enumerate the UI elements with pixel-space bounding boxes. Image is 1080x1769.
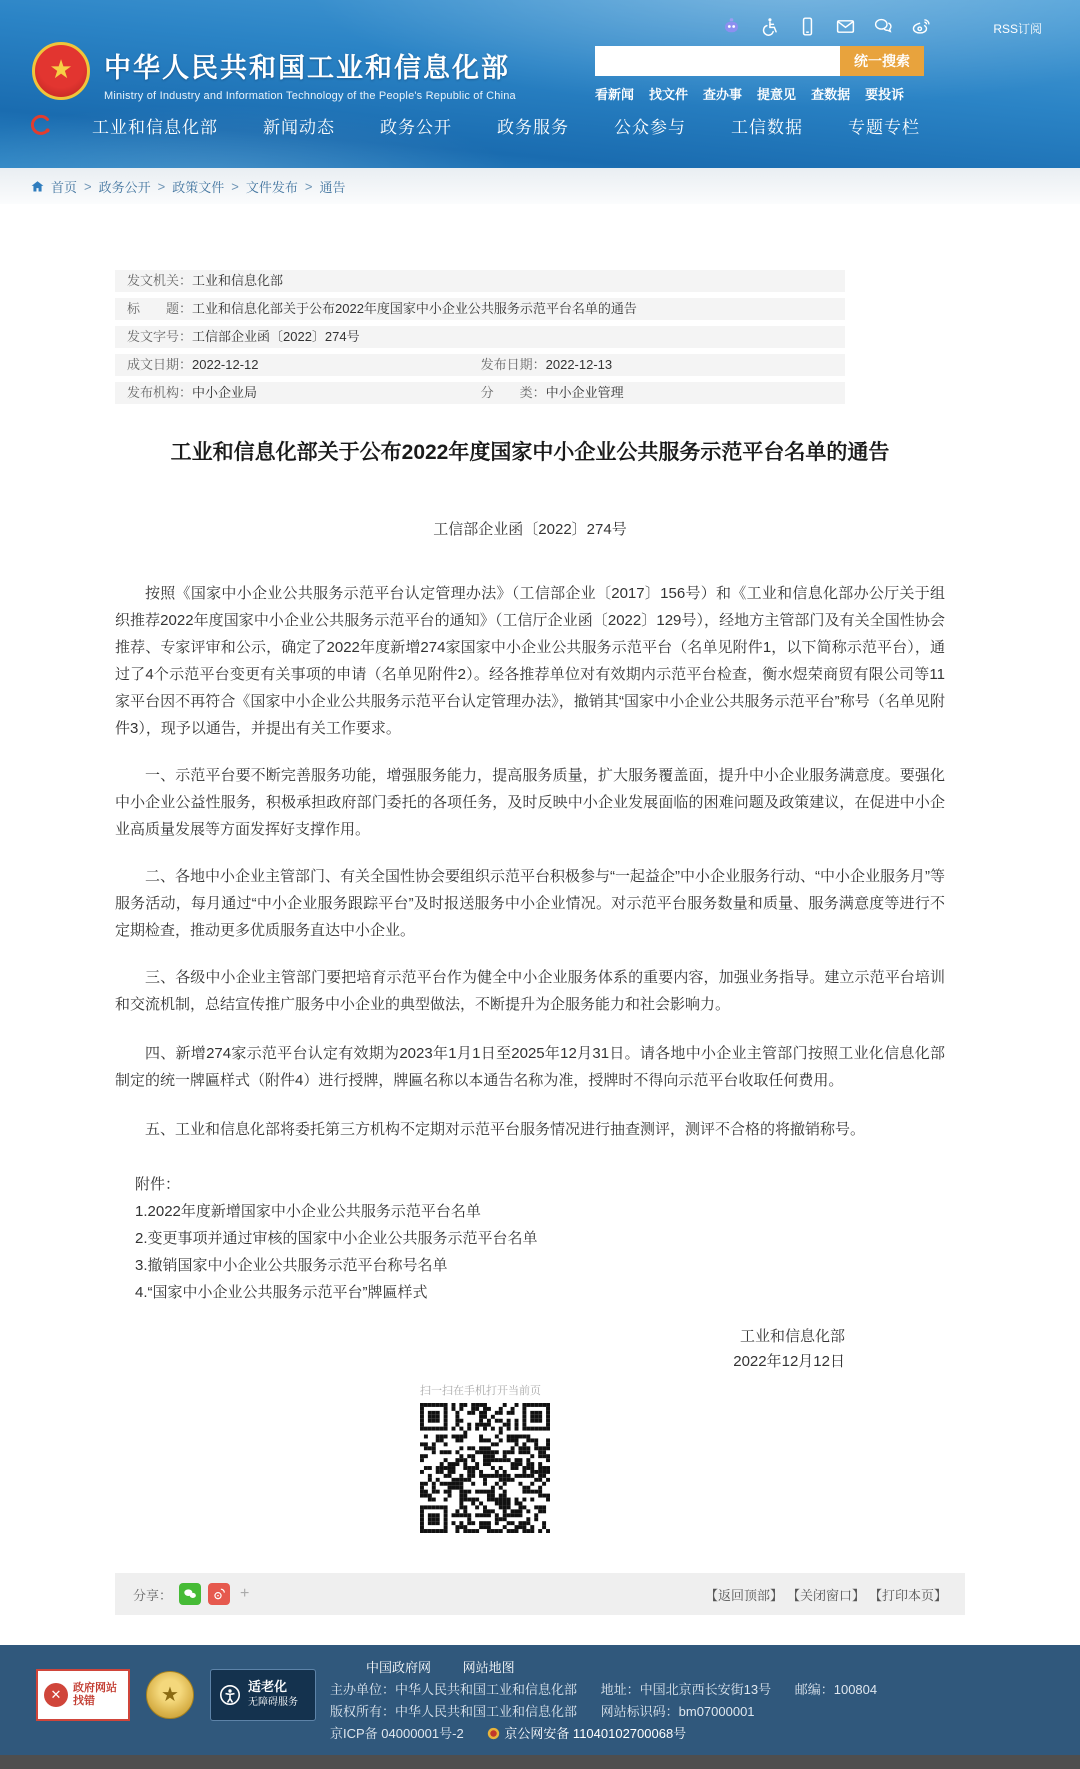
quick-link-files[interactable]: 找文件 (649, 87, 689, 102)
police-record-link[interactable]: 京公网安备 11040102700068号 (504, 1726, 687, 1741)
qr-caption: 扫一扫在手机打开当前页 (420, 1385, 541, 1397)
share-actions (705, 1585, 947, 1604)
nav-item-topics[interactable]: 专题专栏 (848, 118, 920, 137)
doc-meta-table (115, 270, 845, 404)
share-bar (115, 1573, 965, 1615)
site-error-report-badge[interactable] (36, 1669, 130, 1721)
breadcrumb-item-publish[interactable]: 文件发布 (245, 179, 298, 195)
wechat-icon[interactable] (873, 16, 894, 37)
gov-emblem-badge (146, 1671, 194, 1719)
paragraph: 一、示范平台要不断完善服务功能，增强服务能力，提高服务质量，扩大服务覆盖面，提升中小企业服务满意度。要强化中小企业公益性服务，积极承担政府部门委托的各项任务，及时反映中小企业发展面临的困难问题及政策建议，在促进中小企业高质量发展等方面发挥好支撑作用。 (115, 767, 945, 838)
gold-star-icon: ★ (161, 1684, 179, 1706)
nav-logo-icon (28, 113, 52, 137)
search-button[interactable]: 统一搜索 (840, 46, 924, 76)
document-number: 工信部企业函〔2022〕274号 (433, 521, 627, 538)
police-badge-icon (487, 1725, 500, 1738)
breadcrumb-home[interactable]: 首页 (51, 179, 78, 195)
quick-link-complain[interactable]: 要投诉 (865, 87, 905, 102)
site-header (0, 0, 1080, 168)
meta-value: 2022-12-12 (192, 357, 259, 372)
attachment-item[interactable]: 4.“国家中小企业公共服务示范平台”牌匾样式 (135, 1284, 428, 1301)
meta-value: 工业和信息化部关于公布2022年度国家中小企业公共服务示范平台名单的通告 (192, 301, 637, 316)
meta-value: 中小企业管理 (545, 385, 624, 400)
nav-item-miit[interactable]: 工业和信息化部 (92, 118, 218, 137)
meta-value: 中小企业局 (192, 385, 258, 400)
meta-label: 发布机构： (127, 385, 193, 400)
meta-label: 成文日期： (127, 357, 193, 372)
footer-icp: 京ICP备 04000001号-2 (330, 1726, 464, 1741)
meta-value: 工信部企业函〔2022〕274号 (192, 329, 360, 344)
quick-links (595, 84, 904, 103)
nav-item-data[interactable]: 工信数据 (731, 118, 803, 137)
emblem-star-icon: ★ (49, 54, 73, 84)
attachment-item[interactable]: 3.撤销国家中小企业公共服务示范平台称号名单 (135, 1257, 448, 1274)
attachment-item[interactable]: 2.变更事项并通过审核的国家中小企业公共服务示范平台名单 (135, 1230, 538, 1247)
site-title-block (104, 46, 516, 102)
meta-label: 发文字号： (127, 329, 193, 344)
badge-find-error-line2: 找错 (73, 1695, 95, 1707)
quick-link-news[interactable]: 看新闻 (595, 87, 635, 102)
meta-value: 2022-12-13 (545, 357, 613, 372)
meta-label: 发文机关： (127, 273, 193, 288)
badge-find-error-line1: 政府网站 (73, 1682, 117, 1694)
meta-row-title (115, 298, 845, 320)
error-report-icon: ✕ (44, 1683, 68, 1707)
meta-label: 标 题： (127, 301, 193, 316)
quick-link-affairs[interactable]: 查办事 (703, 87, 743, 102)
paragraph: 三、各级中小企业主管部门要把培育示范平台作为健全中小企业服务体系的重要内容，加强业务指导。建立示范平台培训和交流机制，总结宣传推广服务中小企业的典型做法，不断提升为企服务能力和社会影响力。 (115, 969, 945, 1013)
paragraph: 四、新增274家示范平台认定有效期为2023年1月1日至2025年12月31日。请各地中小企业主管部门按照工业化信息化部制定的统一牌匾样式（附件4）进行授牌，牌匾名称以本通告名称为准，授牌时不得向示范平台收取任何费用。 (115, 1045, 945, 1089)
nav-item-disclosure[interactable]: 政务公开 (380, 118, 452, 137)
bottom-bar (0, 1755, 1080, 1769)
meta-value: 工业和信息化部 (192, 273, 284, 288)
qr-block (420, 1382, 570, 1533)
footer (0, 1645, 1080, 1755)
breadcrumb-separator: > (231, 178, 239, 194)
national-emblem (32, 42, 90, 100)
mascot-icon[interactable] (721, 16, 742, 37)
footer-copyright: 版权所有：中华人民共和国工业和信息化部 (330, 1704, 578, 1719)
document-area (115, 270, 945, 1615)
document-title: 工业和信息化部关于公布2022年度国家中小企业公共服务示范平台名单的通告 (170, 441, 890, 464)
breadcrumb-separator: > (84, 178, 92, 194)
breadcrumb-item-notice: 通告 (319, 179, 346, 195)
sitemap-link[interactable]: 网站地图 (462, 1660, 515, 1675)
breadcrumb-item-policy[interactable]: 政策文件 (172, 179, 225, 195)
footer-host: 主办单位：中华人民共和国工业和信息化部 (330, 1682, 578, 1697)
back-to-top-button[interactable]: 【返回顶部】 (704, 1587, 783, 1603)
share-more-button[interactable]: + (240, 1585, 250, 1602)
meta-row-number (115, 326, 845, 348)
meta-row-dates (115, 354, 845, 376)
search-input[interactable] (595, 46, 840, 76)
nav-item-participation[interactable]: 公众参与 (614, 118, 686, 137)
footer-site-code: 网站标识码：bm07000001 (600, 1704, 755, 1719)
paragraph: 二、各地中小企业主管部门、有关全国性协会要组织示范平台积极参与“一起益企”中小企业服务行动、“中小企业服务月”等服务活动，每月通过“中小企业服务跟踪平台”及时报送服务中小企业情况。对示范平台服务数量和质量、服务满意度等进行不定期检查，推动更多优质服务直达中小企业。 (115, 868, 945, 939)
close-window-button[interactable]: 【关闭窗口】 (786, 1587, 865, 1603)
paragraph: 五、工业和信息化部将委托第三方机构不定期对示范平台服务情况进行抽查测评，测评不合格的将撤销称号。 (145, 1121, 866, 1138)
breadcrumb-item-disclosure[interactable]: 政务公开 (98, 179, 151, 195)
search-area (595, 46, 924, 76)
attachments-label: 附件： (135, 1176, 181, 1193)
share-wechat-icon[interactable] (179, 1583, 201, 1605)
mobile-icon[interactable] (797, 16, 818, 37)
rss-link[interactable]: RSS订阅 (993, 22, 1042, 36)
qr-code (420, 1403, 550, 1533)
share-weibo-icon[interactable] (208, 1583, 230, 1605)
nav-item-services[interactable]: 政务服务 (497, 118, 569, 137)
paragraph: 按照《国家中小企业公共服务示范平台认定管理办法》（工信部企业〔2017〕156号）和《工业和信息化部办公厅关于组织推荐2022年度国家中小企业公共服务示范平台的通知》（工信厅企业函〔2022〕129号），经地方主管部门及有关全国性协会推荐、专家评审和公示，确定了2022年度新增274家国家中小企业公共服务示范平台（名单见附件1，以下简称示范平台），通过了4个示范平台变更有关事项的申请（名单见附件2）。经各推荐单位对有效期内示范平台检查，衡水煜荣商贸有限公司等11家平台因不再符合《国家中小企业公共服务示范平台认定管理办法》，撤销其“国家中小企业公共服务示范平台”称号（名单见附件3），现予以通告，并提出有关工作要求。 (115, 585, 945, 737)
meta-label: 发布日期： (480, 357, 546, 372)
accessibility-badge-icon (218, 1683, 242, 1707)
accessibility-icon[interactable] (759, 16, 780, 37)
site-subtitle: Ministry of Industry and Information Technology of the People's Republic of China (104, 90, 516, 102)
topbar-icons (721, 16, 932, 37)
breadcrumb (0, 168, 1080, 204)
meta-row-issuer (115, 270, 845, 292)
share-label: 分享： (133, 1587, 173, 1603)
badge-access-line1: 适老化 (248, 1679, 288, 1694)
meta-row-org-category (115, 382, 845, 404)
weibo-icon[interactable] (911, 16, 932, 37)
nav-item-news[interactable]: 新闻动态 (263, 118, 335, 137)
home-icon[interactable] (30, 179, 45, 194)
gov-website-link[interactable]: 中国政府网 (366, 1660, 432, 1675)
signature-date: 2022年12月12日 (733, 1353, 845, 1370)
badge-access-line2: 无障碍服务 (248, 1697, 298, 1708)
mail-icon[interactable] (835, 16, 856, 37)
breadcrumb-separator: > (304, 178, 313, 194)
footer-text (330, 1657, 877, 1745)
main-nav (92, 113, 920, 138)
footer-badges (36, 1669, 316, 1721)
footer-postcode: 邮编：100804 (794, 1682, 878, 1697)
attachment-item[interactable]: 1.2022年度新增国家中小企业公共服务示范平台名单 (135, 1203, 481, 1220)
meta-label: 分 类： (480, 385, 546, 400)
footer-address: 地址：中国北京西长安街13号 (600, 1682, 772, 1697)
quick-link-data[interactable]: 查数据 (811, 87, 851, 102)
accessibility-service-badge[interactable] (210, 1669, 316, 1721)
signature-block (115, 1324, 945, 1374)
print-page-button[interactable]: 【打印本页】 (868, 1587, 947, 1603)
breadcrumb-separator: > (157, 178, 166, 194)
attachments (115, 1171, 945, 1306)
site-title: 中华人民共和国工业和信息化部 (104, 53, 510, 83)
quick-link-suggest[interactable]: 提意见 (757, 87, 797, 102)
signature-org: 工业和信息化部 (739, 1328, 845, 1345)
